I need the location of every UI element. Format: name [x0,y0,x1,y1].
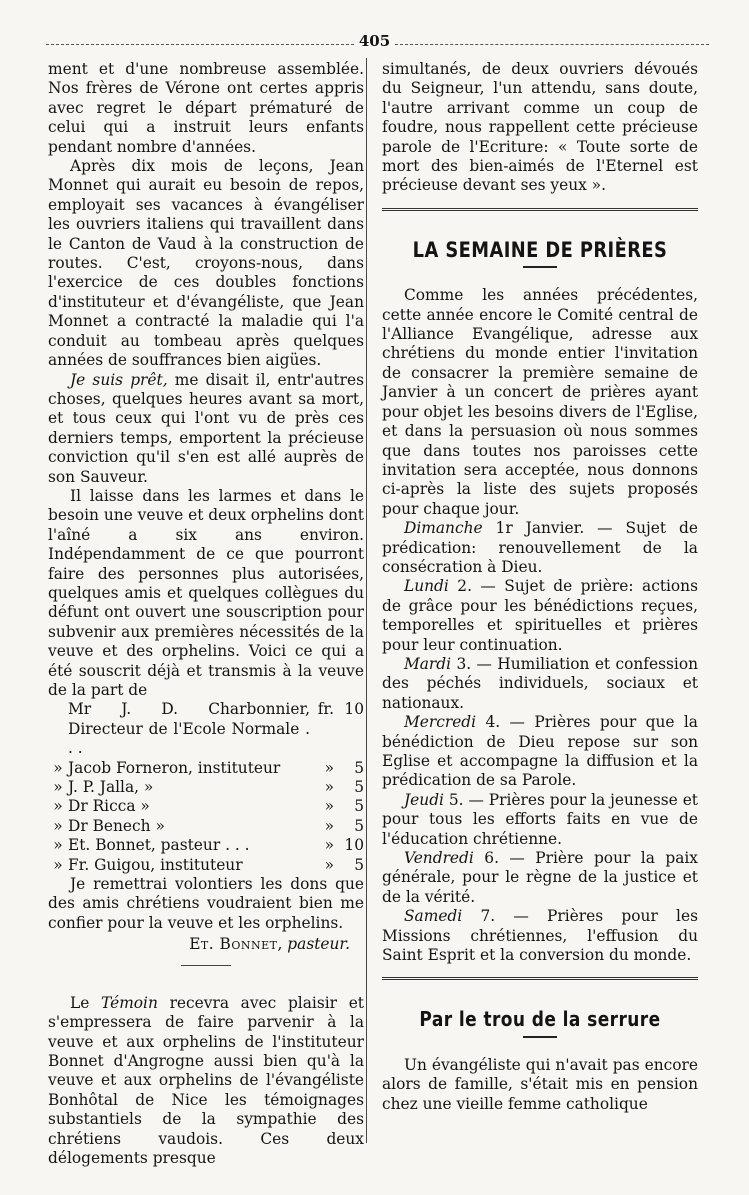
left-paragraph-1: ment et d'une nombreuse assemblée. Nos frères de Vérone ont certes appris avec regret le départ prématuré de celui qui a instruit leurs enfants pendant nombre d'années. [48,60,364,156]
section-title-serrure: Par le trou de la serrure [419,1007,661,1032]
left-paragraph-3-rest: me disait il, entr'autres choses, quelques heures avant sa mort, et tous ceux qui l'ont vu de près ces derniers temps, emportent la précieuse conviction qu'il s'en est allé auprès de son Sauveur. [48,370,364,486]
quote-italic: Je suis prêt, [70,370,168,389]
column-divider [366,58,367,1143]
signature: Et. Bonnet, pasteur. [189,935,350,954]
section2-paragraph-1: Un évangéliste qui n'avait pas encore alors de famille, s'était mis en pension chez une vieille femme catholique [382,1055,698,1113]
left-paragraph-6: Le Témoin recevra avec plaisir et s'empressera de faire parvenir à la veuve et aux orphelins de l'instituteur Bonnet d'Angrogne aussi bien qu'à la veuve et aux orphelins de l'évangéliste Bonhôtal de Nice les témoignages substantiels de la sympathie des chrétiens vaudois. Ces deux délogements presque [48,993,364,1167]
donor-list [48,700,364,875]
donor-row: » J. P. Jalla, » » 5 [53,778,364,797]
signature-name: Et. Bonnet [189,935,278,954]
left-paragraph-2: Après dix mois de leçons, Jean Monnet qui aurait eu besoin de repos, employait ses vacances à évangéliser les ouvriers italiens qui travaillent dans le Canton de Vaud à la construction de routes. C'est, croyons-nous, dans l'exercice de ces doubles fonctions d'instituteur et d'évangéliste, que Jean Monnet a contracté la maladie qui l'a conduit au tombeau après quelques années de souffrances bien aigües. [48,157,364,370]
title-rule [523,266,557,268]
day-item: Jeudi 5. — Prières pour la jeunesse et pour tous les efforts faits en vue de l'éducation chrétienne. [382,790,698,848]
donor-row: » Dr Ricca » » 5 [53,797,364,816]
donor-row: » Fr. Guigou, instituteur » 5 [53,855,364,874]
temoin-italic: Témoin [101,993,158,1012]
right-column [382,60,698,1114]
title-rule [523,1036,557,1038]
day-item: Lundi 2. — Sujet de prière: actions de grâce pour les bénédictions reçues, temporelles et spirituelles et prières pour leur continuation. [382,577,698,654]
signature-title: pasteur. [287,935,350,954]
day-item: Mardi 3. — Humiliation et confession des péchés individuels, sociaux et nationaux. [382,654,698,712]
short-separator [181,965,231,966]
left-column [48,60,364,1168]
day-item: Samedi 7. — Prières pour les Missions chrétiennes, l'effusion du Saint Esprit et la conversion du monde. [382,907,698,965]
double-separator [382,977,698,980]
donor-row: » Jacob Forneron, instituteur » 5 [53,758,364,777]
section1-intro: Comme les années précédentes, cette année encore le Comité central de l'Alliance Evangélique, adresse aux chrétiens du monde entier l'invitation de consacrer la première semaine de Janvier à un concert de prières ayant pour objet les besoins divers de l'Eglise, et dans la persuasion où nous sommes que dans toutes nos paroisses cette invitation sera acceptée, nous donnons ci-après la liste des sujets proposés pour chaque jour. [382,286,698,518]
page-number: 405 [358,32,391,50]
double-separator [382,208,698,211]
left-paragraph-5: Je remettrai volontiers les dons que des amis chrétiens voudraient bien me confier pour la veuve et les orphelins. [48,875,364,932]
left-paragraph-3 [48,371,364,487]
donor-row: Mr J. D. Charbonnier, Directeur de l'Ecole Normale . . . fr. 10 [68,700,364,758]
donor-row: » Dr Benech » » 5 [53,816,364,835]
left-paragraph-4: Il laisse dans les larmes et dans le besoin une veuve et deux orphelins dont l'aîné a six ans environ. Indépendamment de ce que pourront faire des personnes plus autorisées, quelques amis et quelques collègues du défunt ont ouvert une souscription pour subvenir aux premières nécessités de la veuve et des orphelins. Voici ce qui a été souscrit déjà et transmis à la veuve de la part de [48,486,364,699]
day-item: Mercredi 4. — Prières pour que la bénédiction de Dieu repose sur son Eglise et accompagne la diffusion et la prédication de sa Parole. [382,713,698,790]
day-item: Vendredi 6. — Prière pour la paix générale, pour le règne de la justice et de la vérité. [382,849,698,906]
right-paragraph-1: simultanés, de deux ouvriers dévoués du Seigneur, l'un attendu, sans doute, l'autre arrivant comme un coup de foudre, nous rappellent cette précieuse parole de l'Ecriture: « Toute sorte de mort des bien-aimés de l'Eternel est précieuse devant ses yeux ». [382,60,698,195]
day-item: Dimanche 1r Janvier. — Sujet de prédication: renouvellement de la consécration à Dieu. [382,519,698,576]
section-title-semaine: LA SEMAINE DE PRIÈRES [412,237,668,262]
donor-row: » Et. Bonnet, pasteur . . . » 10 [53,836,364,855]
